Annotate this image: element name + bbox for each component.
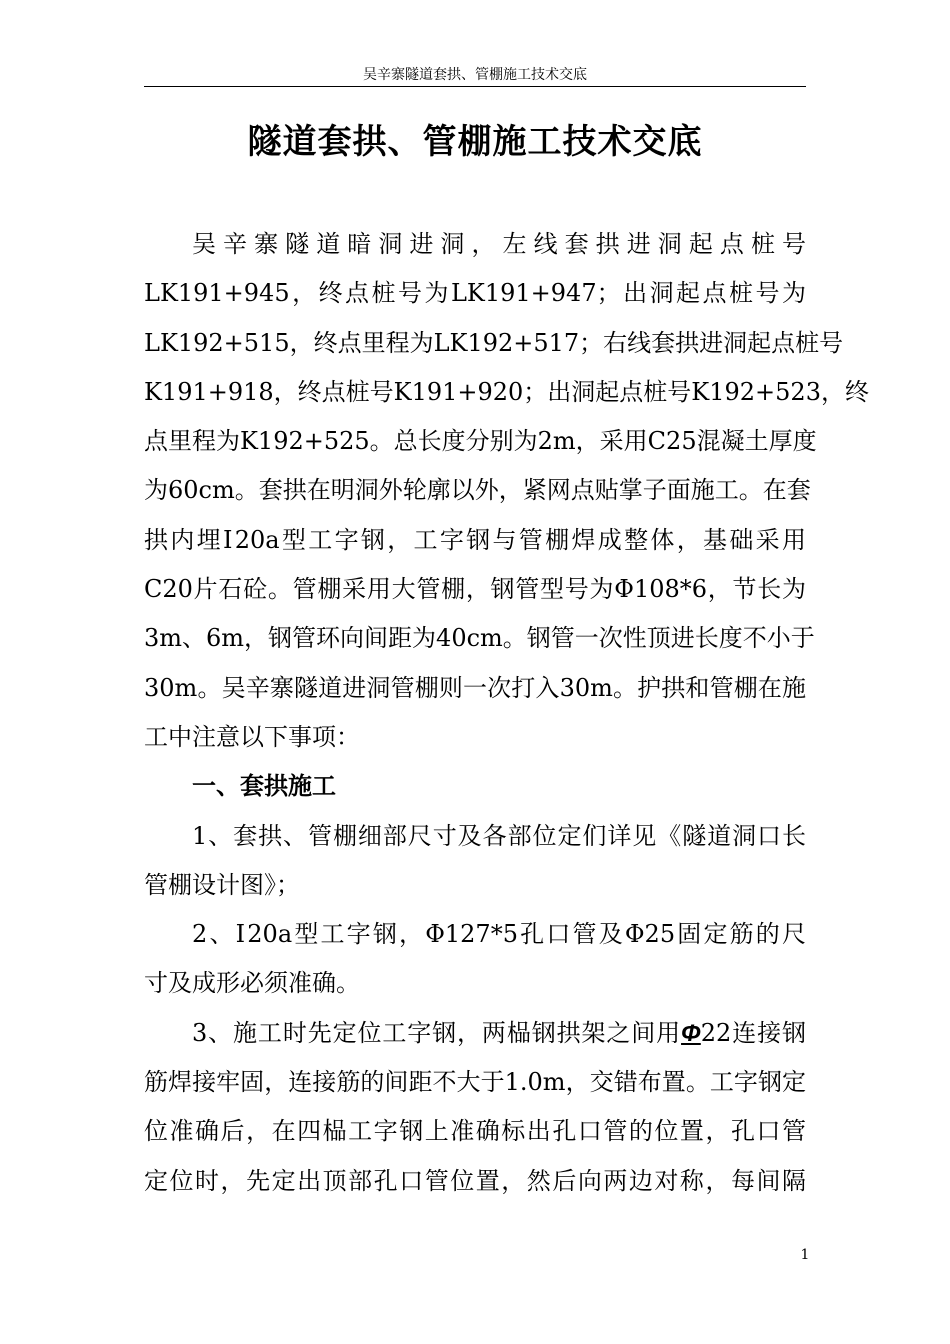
text-line: 寸及成形必须准确。 xyxy=(144,969,360,998)
list-item xyxy=(144,1009,806,1206)
text-line: 点里程为K192+525。总长度分别为2m，采用C25混凝土厚度 xyxy=(144,427,817,456)
text-line: 吴辛寨隧道暗洞进洞，左线套拱进洞起点桩号 xyxy=(192,230,806,258)
text-line: 30m。吴辛寨隧道进洞管棚则一次打入30m。护拱和管棚在施 xyxy=(144,673,806,702)
text-line: 管棚设计图》； xyxy=(144,870,300,899)
section-heading: 一、套拱施工 xyxy=(192,772,336,801)
text-line xyxy=(144,1009,806,1058)
list-item xyxy=(144,910,806,1009)
document-title: 隧道套拱、管棚施工技术交底 xyxy=(247,122,703,162)
page-number: 1 xyxy=(800,1247,810,1263)
text-line: C20片石砼。管棚采用大管棚，钢管型号为Φ108*6，节长为 xyxy=(144,575,806,604)
text-line: 工中注意以下事项： xyxy=(144,722,360,751)
text-line: K191+918，终点桩号K191+920；出洞起点桩号K192+523，终 xyxy=(144,377,869,406)
text-line: 3m、6m，钢管环向间距为40cm。钢管一次性顶进长度不小于 xyxy=(144,624,815,653)
phi-symbol: Φ xyxy=(681,1019,701,1047)
text-line: 定位时，先定出顶部孔口管位置，然后向两边对称，每间隔 xyxy=(144,1166,806,1195)
text-line: 筋焊接牢固，连接筋的间距不大于1.0m，交错布置。工字钢定 xyxy=(144,1068,806,1097)
text-line: 拱内埋Ⅰ20a型工字钢，工字钢与管棚焊成整体，基础采用 xyxy=(144,525,806,554)
header-rule xyxy=(144,86,806,87)
running-header: 吴辛寨隧道套拱、管棚施工技术交底 xyxy=(363,67,587,83)
text-line: LK192+515，终点里程为LK192+517；右线套拱进洞起点桩号 xyxy=(144,328,844,357)
text-line: LK191+945，终点桩号为LK191+947；出洞起点桩号为 xyxy=(144,279,806,308)
text-segment: 3、施工时先定位工字钢，两榀钢拱架之间用 xyxy=(192,1018,682,1047)
text-line: 2、Ⅰ20a型工字钢，Φ127*5孔口管及Φ25固定筋的尺 xyxy=(192,920,806,949)
text-segment: 22连接钢 xyxy=(700,1018,806,1047)
list-item xyxy=(144,812,806,911)
text-line: 为60cm。套拱在明洞外轮廓以外，紧网点贴掌子面施工。在套 xyxy=(144,476,811,505)
document-body xyxy=(144,220,869,1206)
intro-paragraph xyxy=(144,220,869,762)
text-line: 位准确后，在四榀工字钢上准确标出孔口管的位置，孔口管 xyxy=(144,1117,806,1146)
text-line: 1、套拱、管棚细部尺寸及各部位定们详见《隧道洞口长 xyxy=(192,821,806,850)
